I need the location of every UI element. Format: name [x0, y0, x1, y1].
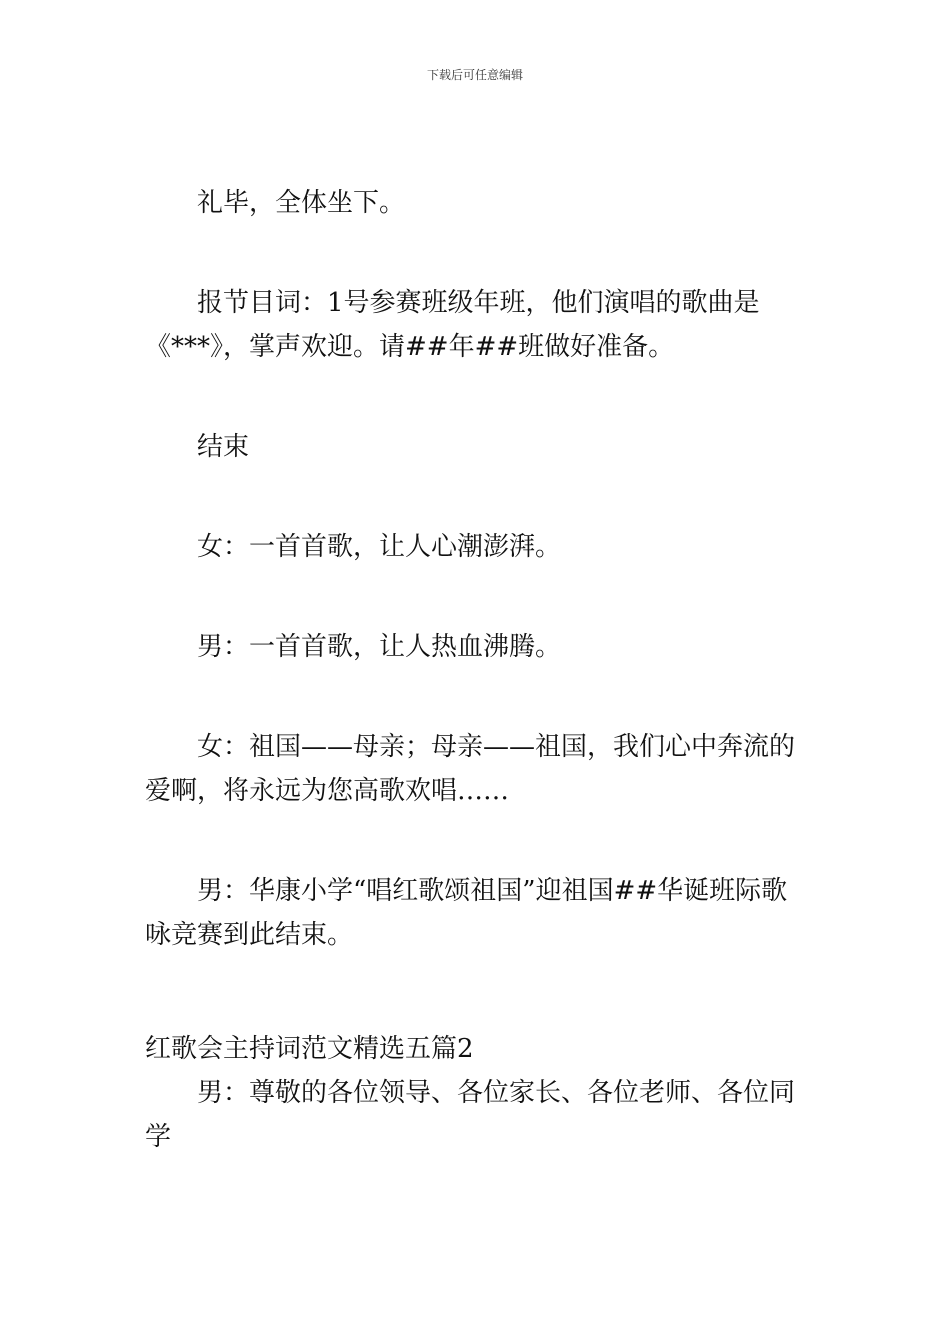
document-body — [145, 181, 810, 1169]
paragraph-male-1: 男：一首首歌，让人热血沸腾。 — [197, 632, 562, 662]
paragraph-male-2: 男：华康小学“唱红歌颂祖国”迎祖国##华诞班际歌咏竞赛到此结束。 — [145, 876, 788, 950]
page-header: 下载后可任意编辑 — [426, 68, 523, 82]
paragraph-ending-label: 结束 — [197, 432, 250, 462]
section-heading: 红歌会主持词范文精选五篇2 — [145, 1034, 474, 1064]
paragraph-female-1: 女：一首首歌，让人心潮澎湃。 — [197, 532, 562, 562]
paragraph-female-2: 女：祖国——母亲；母亲——祖国，我们心中奔流的爱啊，将永远为您高歌欢唱…… — [145, 732, 796, 806]
paragraph-section-opening: 男：尊敬的各位领导、各位家长、各位老师、各位同学 — [145, 1078, 796, 1152]
paragraph-salute: 礼毕，全体坐下。 — [197, 188, 406, 218]
paragraph-program-intro: 报节目词：1号参赛班级年班，他们演唱的歌曲是《***》，掌声欢迎。请##年##班做好准备。 — [145, 288, 760, 362]
